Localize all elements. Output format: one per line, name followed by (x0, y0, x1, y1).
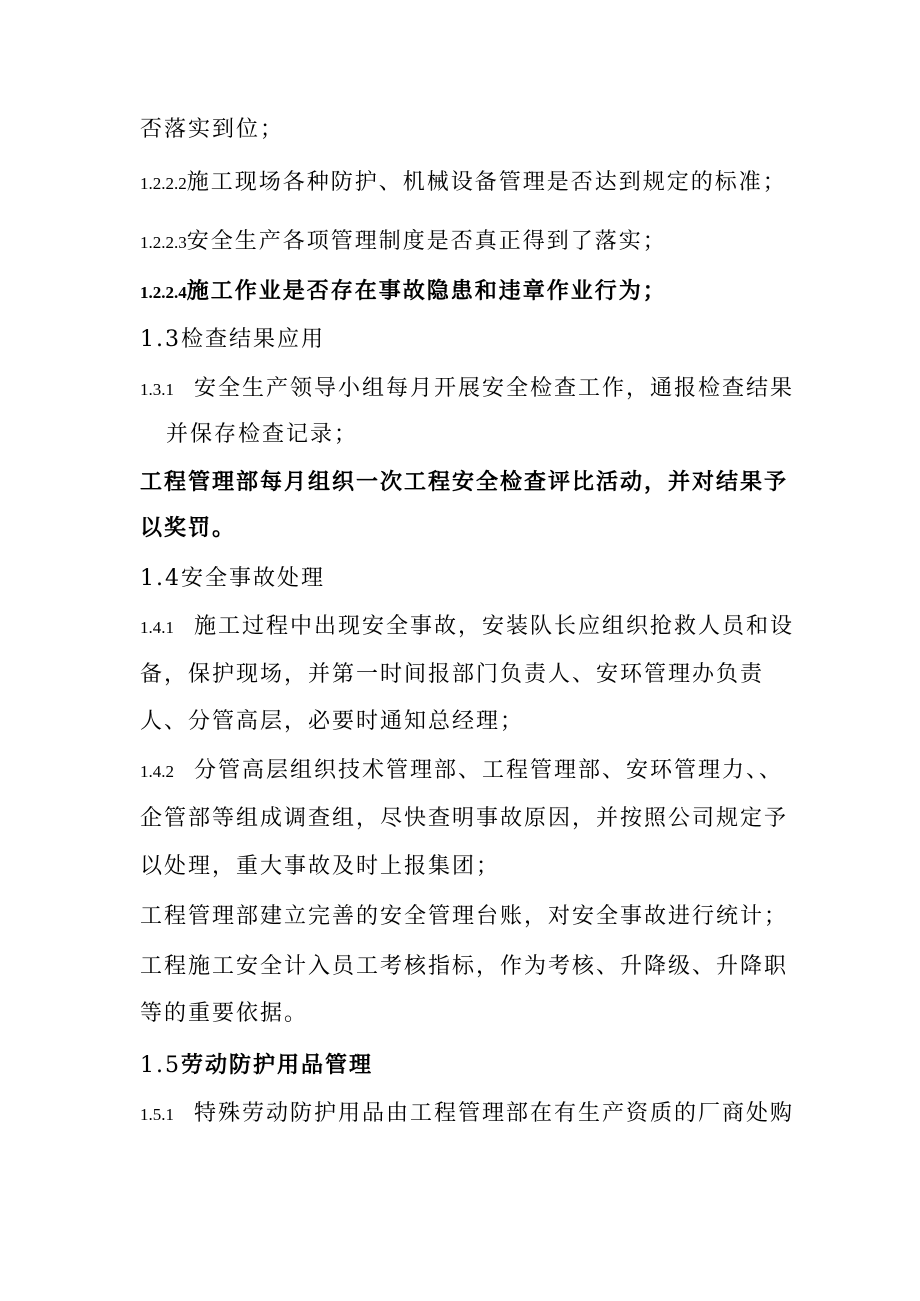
paragraph-line (140, 804, 788, 834)
item-1-5-1 (140, 1099, 794, 1130)
paragraph-line (140, 999, 308, 1029)
paragraph-line (140, 902, 788, 932)
item-text: 安全生产领导小组每月开展安全检查工作，通报检查结果 (194, 376, 795, 401)
item-1-4-1 (140, 612, 794, 643)
paragraph-line (166, 420, 358, 450)
item-number: 1.4.1 (140, 618, 174, 637)
line-text: 以奖罚。 (140, 515, 237, 541)
item-text: 施工过程中出现安全事故，安装队长应组织抢救人员和设 (194, 614, 795, 639)
line-text: 人、分管高层，必要时通知总经理； (140, 709, 525, 734)
section-heading-1-3 (140, 325, 325, 355)
heading-text: 安全事故处理 (181, 566, 326, 591)
item-number: 1.2.2.2 (140, 174, 187, 193)
item-1-4-2 (140, 756, 783, 787)
paragraph-line (140, 852, 500, 882)
item-text: 特殊劳动防护用品由工程管理部在有生产资质的厂商处购 (194, 1101, 795, 1126)
line-text: 备，保护现场，并第一时间报部门负责人、安环管理办负责 (140, 662, 765, 687)
item-1-2-2-4 (140, 276, 667, 308)
line-text: 以处理，重大事故及时上报集团； (140, 854, 501, 879)
paragraph-line (140, 952, 788, 982)
item-number: 1.5.1 (140, 1105, 174, 1124)
paragraph-line (140, 115, 284, 145)
item-1-2-2-2 (140, 168, 787, 199)
heading-number: 1.4 (140, 566, 181, 591)
paragraph-line (140, 660, 764, 690)
section-heading-1-5 (140, 1050, 373, 1081)
heading-number: 1.3 (140, 327, 181, 352)
item-text: 安全生产各项管理制度是否真正得到了落实； (186, 229, 667, 254)
line-text: 并保存检查记录； (166, 422, 359, 447)
paragraph-line (140, 707, 524, 737)
paragraph-line (140, 513, 236, 543)
paragraph-line (140, 467, 788, 497)
section-heading-1-4 (140, 564, 325, 594)
item-text: 施工现场各种防护、机械设备管理是否达到规定的标准； (186, 170, 787, 195)
item-number: 1.3.1 (140, 380, 174, 399)
item-text: 施工作业是否存在事故隐患和违章作业行为； (186, 278, 667, 304)
item-1-3-1 (140, 374, 794, 405)
heading-text: 检查结果应用 (181, 327, 326, 352)
item-number: 1.2.2.3 (140, 233, 187, 252)
heading-text: 劳动防护用品管理 (181, 1052, 374, 1078)
item-text: 分管高层组织技术管理部、工程管理部、安环管理力、、 (194, 758, 784, 783)
line-text: 工程管理部每月组织一次工程安全检查评比活动，并对结果予 (140, 469, 789, 495)
heading-number: 1.5 (140, 1053, 181, 1078)
line-text: 工程管理部建立完善的安全管理台账，对安全事故进行统计； (140, 904, 789, 929)
line-text: 否落实到位； (140, 117, 285, 142)
item-number: 1.4.2 (140, 762, 174, 781)
line-text: 工程施工安全计入员工考核指标，作为考核、升降级、升降职 (140, 954, 789, 979)
line-text: 企管部等组成调查组，尽快查明事故原因，并按照公司规定予 (140, 806, 789, 831)
item-number: 1.2.2.4 (140, 283, 187, 302)
line-text: 等的重要依据。 (140, 1001, 309, 1026)
item-1-2-2-3 (140, 227, 667, 258)
